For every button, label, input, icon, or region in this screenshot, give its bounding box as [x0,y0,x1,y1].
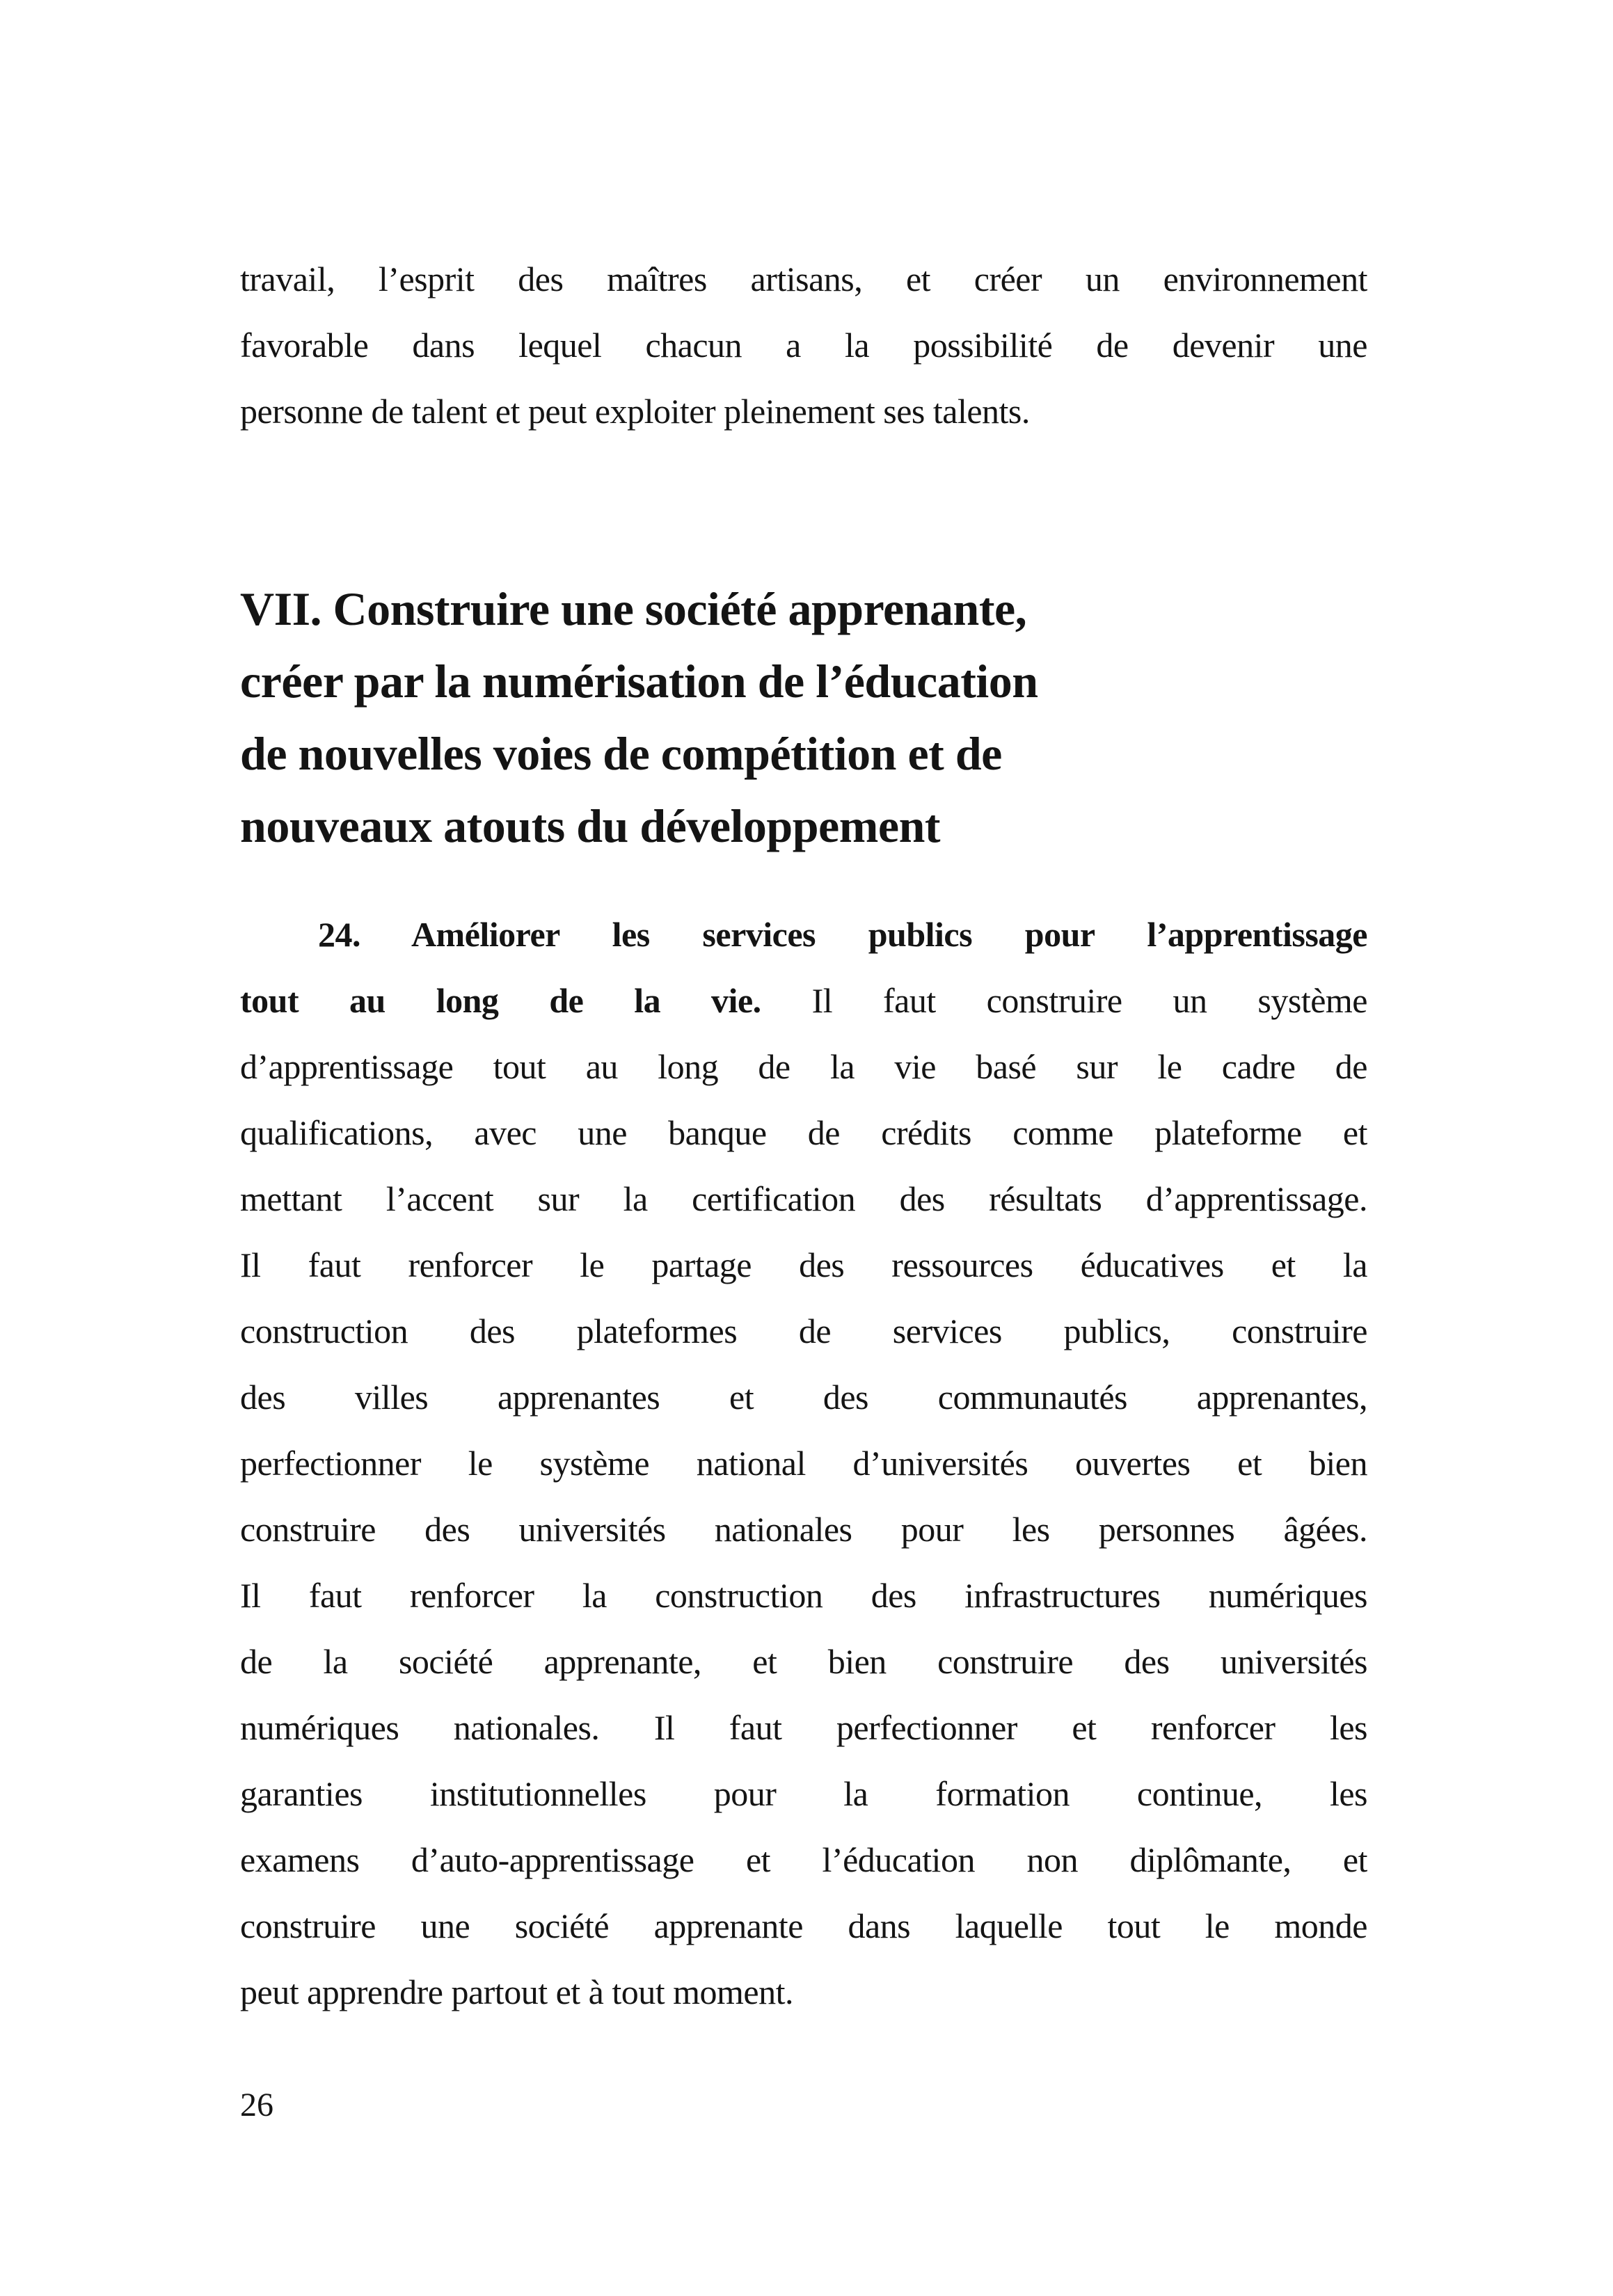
bold-lead-fragment: tout au long de la vie. [240,981,761,1020]
heading-line: VII. Construire une société apprenante, [240,582,1027,635]
paragraph-line: peut apprendre partout et à tout moment. [240,1972,794,2011]
intro-line: travail, l’esprit des maîtres artisans, et créer un environnement [240,260,1367,298]
heading-line: nouveaux atouts du développement [240,799,941,852]
paragraph-line: des villes apprenantes et des communautés apprenantes, [240,1378,1367,1417]
paragraph-line [240,968,1367,1034]
paragraph-line: construire une société apprenante dans laquelle tout le monde [240,1906,1367,1945]
section-heading [240,573,1367,862]
paragraph-line: garanties institutionnelles pour la formation continue, les [240,1774,1367,1813]
paragraph-line: de la société apprenante, et bien construire des universités [240,1642,1367,1681]
intro-line: personne de talent et peut exploiter pleinement ses talents. [240,392,1030,431]
paragraph-line: d’apprentissage tout au long de la vie basé sur le cadre de [240,1047,1367,1086]
heading-line: créer par la numérisation de l’éducation [240,655,1038,708]
body-fragment: Il faut construire un système [761,981,1367,1020]
paragraph-line-bold-lead: 24. Améliorer les services publics pour l’apprentissage [318,915,1367,954]
page-number: 26 [240,2087,273,2123]
intro-line: favorable dans lequel chacun a la possibilité de devenir une [240,326,1367,365]
paragraph-line: qualifications, avec une banque de crédits comme plateforme et [240,1113,1367,1152]
paragraph-line: examens d’auto-apprentissage et l’éducation non diplômante, et [240,1840,1367,1879]
intro-paragraph [240,246,1367,445]
paragraph-line: construction des plateformes de services publics, construire [240,1312,1367,1350]
paragraph-line: perfectionner le système national d’universités ouvertes et bien [240,1444,1367,1483]
section-24-paragraph [240,902,1367,2025]
paragraph-line: numériques nationales. Il faut perfectionner et renforcer les [240,1708,1367,1747]
paragraph-line: Il faut renforcer le partage des ressources éducatives et la [240,1245,1367,1284]
paragraph-line: mettant l’accent sur la certification des résultats d’apprentissage. [240,1179,1367,1218]
paragraph-line: construire des universités nationales pour les personnes âgées. [240,1510,1367,1549]
paragraph-line: Il faut renforcer la construction des infrastructures numériques [240,1576,1367,1615]
heading-line: de nouvelles voies de compétition et de [240,727,1002,780]
